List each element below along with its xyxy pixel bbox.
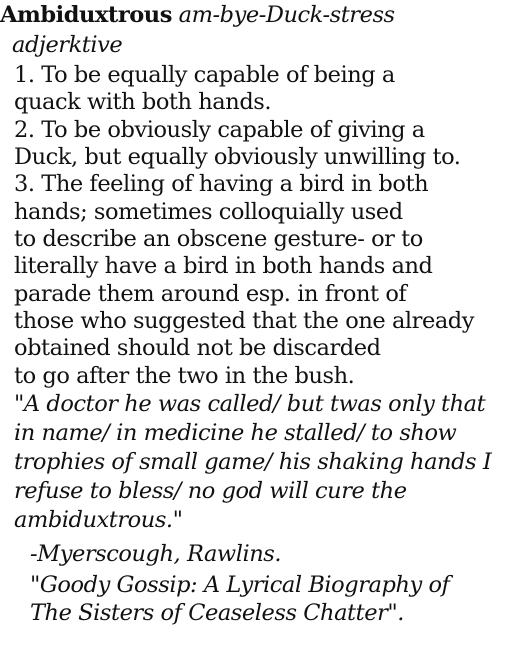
source-line: "Goody Gossip: A Lyrical Biography of	[30, 572, 450, 598]
definition-line: those who suggested that the one already	[14, 308, 475, 334]
definition-line: to describe an obscene gesture- or to	[14, 226, 423, 252]
pronunciation: am-bye-Duck-stress	[178, 2, 395, 28]
definition-line: 3. The feeling of having a bird in both	[14, 171, 429, 197]
definition-line: hands; sometimes colloquially used	[14, 199, 403, 225]
headword: Ambiduxtrous	[0, 2, 172, 28]
quote-line: trophies of small game/ his shaking hands I	[14, 449, 492, 475]
definition-line: 1. To be equally capable of being a	[14, 62, 395, 88]
definition-line: literally have a bird in both hands and	[14, 253, 433, 279]
quote-line: in name/ in medicine he stalled/ to show	[14, 420, 457, 446]
definition-line: Duck, but equally obviously unwilling to.	[14, 144, 461, 170]
quote-line: refuse to bless/ no god will cure the	[14, 478, 407, 504]
quote-line: ambiduxtrous."	[14, 507, 183, 533]
definition-line: 2. To be obviously capable of giving a	[14, 117, 425, 143]
quote-line: "A doctor he was called/ but twas only that	[14, 391, 486, 417]
attribution: -Myerscough, Rawlins.	[30, 541, 282, 567]
source-line: The Sisters of Ceaseless Chatter".	[30, 600, 405, 626]
definition-line: obtained should not be discarded	[14, 335, 381, 361]
headword-line	[0, 2, 395, 28]
definition-line: quack with both hands.	[14, 89, 272, 115]
part-of-speech: adjerktive	[12, 32, 123, 58]
definition-line: parade them around esp. in front of	[14, 281, 407, 307]
definition-line: to go after the two in the bush.	[14, 363, 355, 389]
